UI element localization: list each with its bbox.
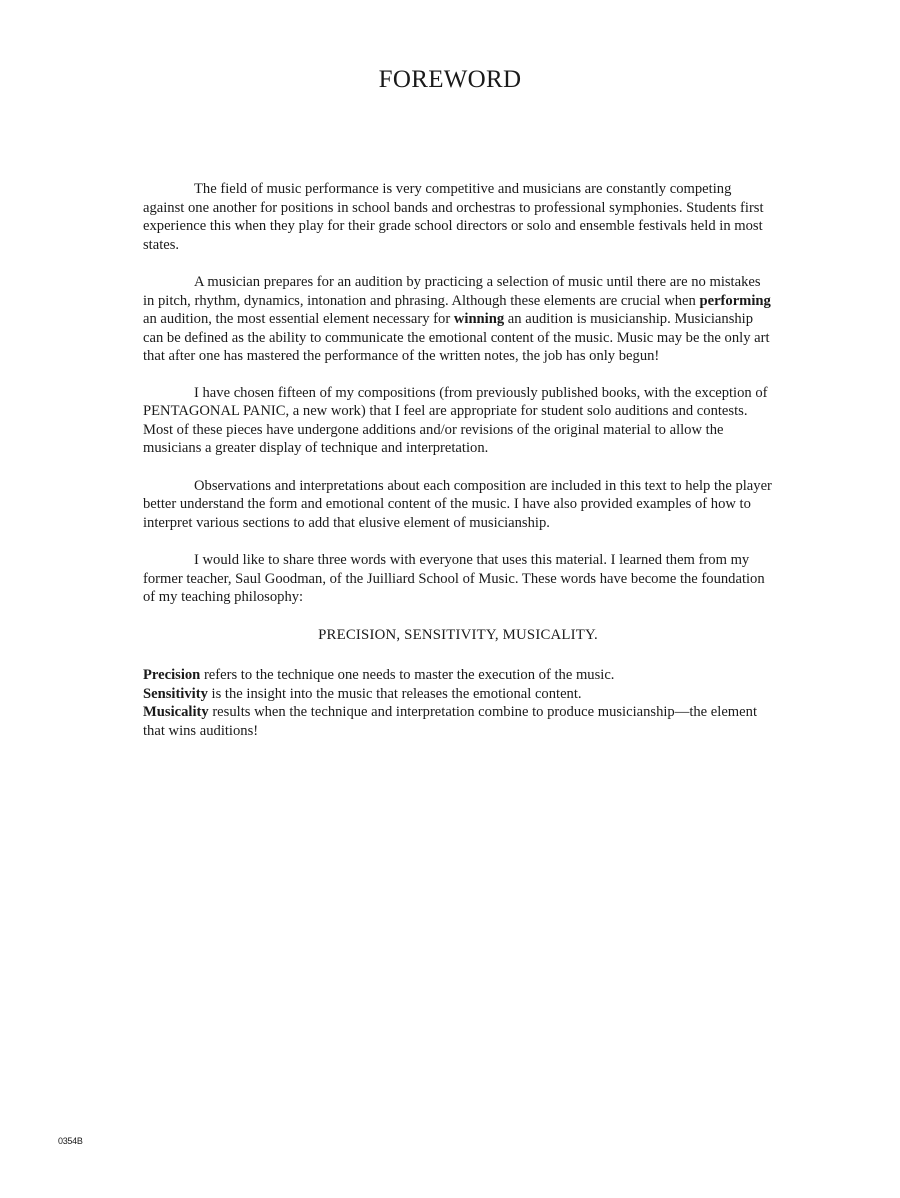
- paragraph-three-words: I would like to share three words with everyone that uses this material. I learned them from my former teacher, Saul Goodman, of the Juilliard School of Music. These words have become the foundation of my teaching philosophy:: [143, 552, 765, 605]
- paragraph-musicianship-text-3: an audition is musicianship. Musicianship can be defined as the ability to communicate the emotional content of the music. Music may be the only art that after one has mastered the performance of the written notes, the job has only begun!: [143, 311, 770, 364]
- definition-precision: [143, 666, 773, 685]
- definitions-list: [143, 666, 773, 740]
- paragraph-observations: Observations and interpretations about each composition are included in this text to help the player better understand the form and emotional content of the music. I have also provided examples of how to interpret various sections to add that elusive element of musicianship.: [143, 477, 772, 531]
- definition-text: results when the technique and interpretation combine to produce musicianship—the element that wins auditions!: [143, 704, 757, 739]
- definition-term: Precision: [143, 667, 201, 683]
- paragraph-musicianship: [143, 273, 773, 366]
- emphasis-performing: performing: [699, 292, 771, 309]
- page-code: 0354B: [58, 1136, 83, 1146]
- paragraph-compositions: I have chosen fifteen of my compositions (from previously published books, with the exception of PENTAGONAL PANIC, a new work) that I feel are appropriate for student solo auditions and contests. Most of these pieces have undergone additions and/or revisions of the original material to allow the musicians a greater display of technique and interpretation.: [143, 384, 768, 456]
- definition-text: is the insight into the music that releases the emotional content.: [207, 685, 582, 702]
- definition-term: Sensitivity: [143, 685, 208, 702]
- definition-sensitivity: [143, 685, 773, 704]
- motto: PRECISION, SENSITIVITY, MUSICALITY.: [318, 626, 598, 643]
- foreword-body: [143, 180, 773, 740]
- paragraph-musicianship-text-2: an audition, the most essential element necessary for: [143, 311, 454, 327]
- page-title: FOREWORD: [378, 66, 522, 93]
- definition-musicality: [143, 703, 773, 740]
- paragraph-musicianship-text-1: A musician prepares for an audition by practicing a selection of music until there are no mistakes in pitch, rhythm, dynamics, intonation and phrasing. Although these elements are crucial when: [143, 274, 761, 309]
- emphasis-winning: winning: [453, 311, 505, 327]
- definition-text: refers to the technique one needs to master the execution of the music.: [200, 667, 615, 683]
- paragraph-competition: The field of music performance is very competitive and musicians are constantly competing against one another for positions in school bands and orchestras to professional symphonies. Students first experience this when they play for their grade school directors or solo and ensemble festivals held in most states.: [143, 181, 764, 253]
- definition-term: Musicality: [143, 704, 209, 720]
